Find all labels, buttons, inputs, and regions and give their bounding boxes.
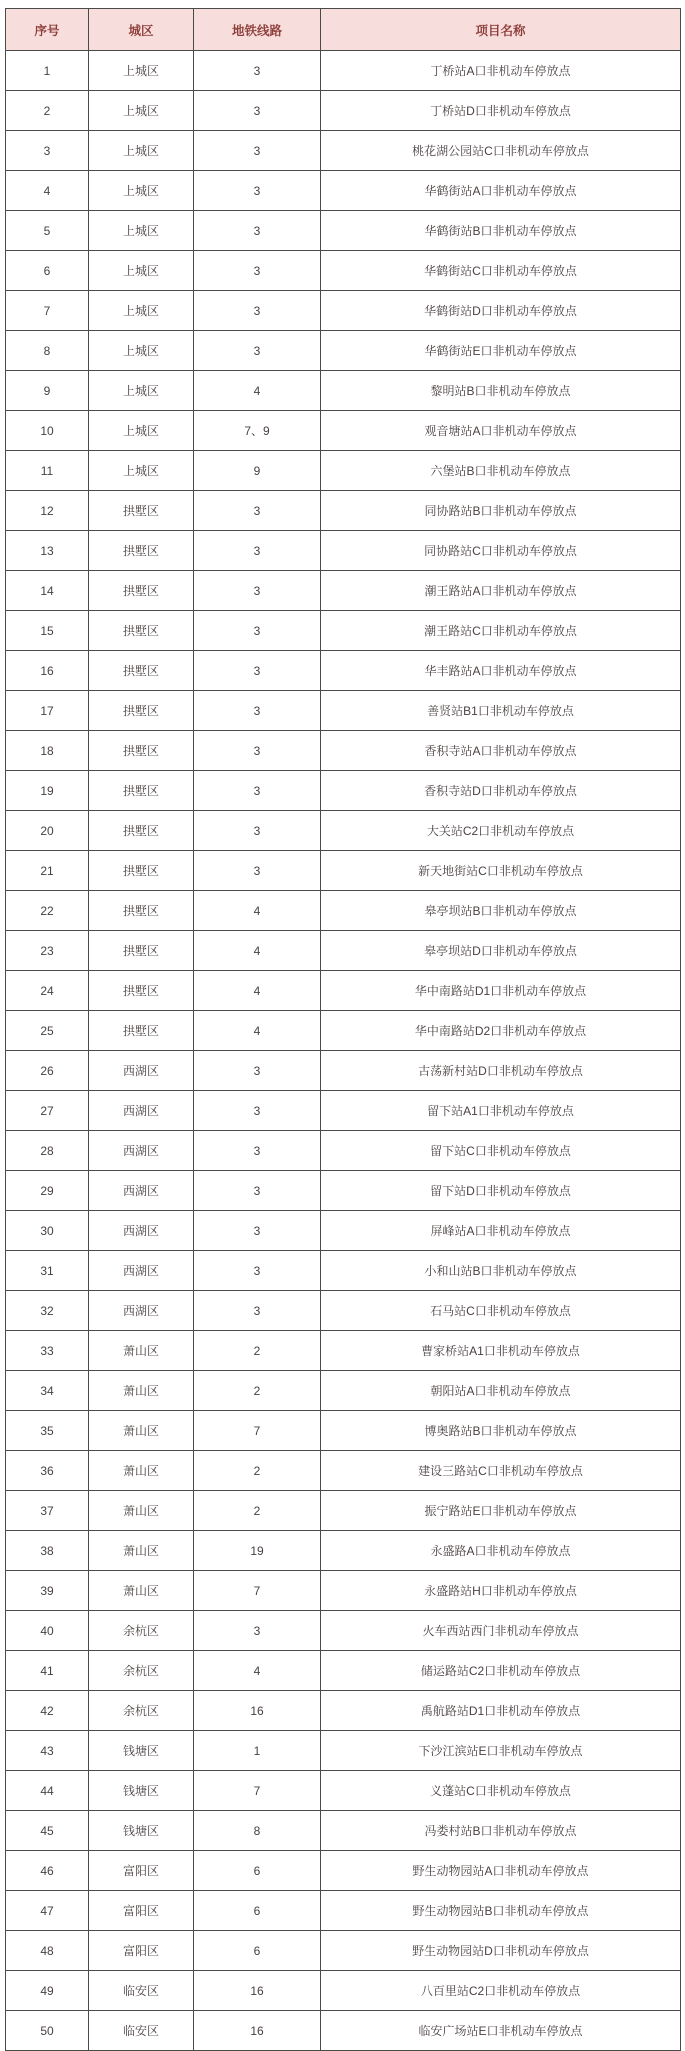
cell-seq: 17 bbox=[6, 691, 89, 731]
cell-project: 华鹤街站C口非机动车停放点 bbox=[321, 251, 681, 291]
cell-seq: 33 bbox=[6, 1331, 89, 1371]
cell-project: 黎明站B口非机动车停放点 bbox=[321, 371, 681, 411]
table-row bbox=[6, 411, 681, 451]
cell-line: 3 bbox=[194, 651, 321, 691]
cell-project: 六堡站B口非机动车停放点 bbox=[321, 451, 681, 491]
table-row bbox=[6, 131, 681, 171]
cell-line: 4 bbox=[194, 891, 321, 931]
cell-seq: 46 bbox=[6, 1851, 89, 1891]
cell-seq: 42 bbox=[6, 1691, 89, 1731]
cell-seq: 20 bbox=[6, 811, 89, 851]
cell-line: 16 bbox=[194, 1971, 321, 2011]
table-row bbox=[6, 971, 681, 1011]
col-header-project: 项目名称 bbox=[321, 9, 681, 51]
cell-district: 萧山区 bbox=[89, 1531, 194, 1571]
cell-district: 西湖区 bbox=[89, 1051, 194, 1091]
cell-district: 拱墅区 bbox=[89, 731, 194, 771]
table-row bbox=[6, 291, 681, 331]
table-row bbox=[6, 1771, 681, 1811]
table-row bbox=[6, 1251, 681, 1291]
cell-project: 观音塘站A口非机动车停放点 bbox=[321, 411, 681, 451]
table-row bbox=[6, 1331, 681, 1371]
table-row bbox=[6, 91, 681, 131]
cell-district: 西湖区 bbox=[89, 1211, 194, 1251]
cell-seq: 21 bbox=[6, 851, 89, 891]
table-row bbox=[6, 1811, 681, 1851]
cell-district: 临安区 bbox=[89, 1971, 194, 2011]
cell-project: 同协路站C口非机动车停放点 bbox=[321, 531, 681, 571]
cell-seq: 16 bbox=[6, 651, 89, 691]
cell-line: 3 bbox=[194, 771, 321, 811]
cell-district: 西湖区 bbox=[89, 1091, 194, 1131]
cell-district: 拱墅区 bbox=[89, 811, 194, 851]
cell-district: 拱墅区 bbox=[89, 771, 194, 811]
cell-project: 火车西站西门非机动车停放点 bbox=[321, 1611, 681, 1651]
cell-seq: 18 bbox=[6, 731, 89, 771]
cell-seq: 47 bbox=[6, 1891, 89, 1931]
cell-district: 余杭区 bbox=[89, 1691, 194, 1731]
cell-seq: 4 bbox=[6, 171, 89, 211]
cell-seq: 50 bbox=[6, 2011, 89, 2051]
table-row bbox=[6, 1491, 681, 1531]
cell-seq: 34 bbox=[6, 1371, 89, 1411]
cell-district: 萧山区 bbox=[89, 1371, 194, 1411]
cell-project: 冯娄村站B口非机动车停放点 bbox=[321, 1811, 681, 1851]
table-row bbox=[6, 491, 681, 531]
cell-seq: 11 bbox=[6, 451, 89, 491]
cell-district: 拱墅区 bbox=[89, 571, 194, 611]
cell-district: 上城区 bbox=[89, 51, 194, 91]
table-row bbox=[6, 1091, 681, 1131]
table-row bbox=[6, 211, 681, 251]
cell-seq: 25 bbox=[6, 1011, 89, 1051]
cell-line: 2 bbox=[194, 1371, 321, 1411]
table-body bbox=[6, 51, 681, 2051]
cell-line: 4 bbox=[194, 1651, 321, 1691]
cell-district: 余杭区 bbox=[89, 1611, 194, 1651]
cell-seq: 32 bbox=[6, 1291, 89, 1331]
cell-project: 大关站C2口非机动车停放点 bbox=[321, 811, 681, 851]
cell-line: 16 bbox=[194, 1691, 321, 1731]
cell-line: 3 bbox=[194, 491, 321, 531]
table-row bbox=[6, 1171, 681, 1211]
table-row bbox=[6, 1531, 681, 1571]
cell-seq: 35 bbox=[6, 1411, 89, 1451]
table-row bbox=[6, 2011, 681, 2051]
cell-project: 储运路站C2口非机动车停放点 bbox=[321, 1651, 681, 1691]
cell-line: 3 bbox=[194, 1131, 321, 1171]
cell-line: 3 bbox=[194, 1051, 321, 1091]
cell-seq: 27 bbox=[6, 1091, 89, 1131]
cell-project: 古荡新村站D口非机动车停放点 bbox=[321, 1051, 681, 1091]
cell-project: 留下站D口非机动车停放点 bbox=[321, 1171, 681, 1211]
cell-project: 丁桥站A口非机动车停放点 bbox=[321, 51, 681, 91]
col-header-seq: 序号 bbox=[6, 9, 89, 51]
cell-district: 萧山区 bbox=[89, 1491, 194, 1531]
cell-district: 上城区 bbox=[89, 331, 194, 371]
cell-project: 朝阳站A口非机动车停放点 bbox=[321, 1371, 681, 1411]
cell-district: 拱墅区 bbox=[89, 851, 194, 891]
cell-district: 拱墅区 bbox=[89, 971, 194, 1011]
table-row bbox=[6, 531, 681, 571]
cell-district: 富阳区 bbox=[89, 1851, 194, 1891]
cell-seq: 39 bbox=[6, 1571, 89, 1611]
cell-seq: 31 bbox=[6, 1251, 89, 1291]
metro-parking-table bbox=[5, 8, 681, 2051]
cell-project: 潮王路站A口非机动车停放点 bbox=[321, 571, 681, 611]
cell-project: 野生动物园站A口非机动车停放点 bbox=[321, 1851, 681, 1891]
cell-line: 7、9 bbox=[194, 411, 321, 451]
cell-project: 华中南路站D1口非机动车停放点 bbox=[321, 971, 681, 1011]
cell-district: 西湖区 bbox=[89, 1171, 194, 1211]
cell-seq: 24 bbox=[6, 971, 89, 1011]
cell-seq: 45 bbox=[6, 1811, 89, 1851]
table-row bbox=[6, 1051, 681, 1091]
cell-project: 留下站A1口非机动车停放点 bbox=[321, 1091, 681, 1131]
cell-seq: 30 bbox=[6, 1211, 89, 1251]
cell-line: 1 bbox=[194, 1731, 321, 1771]
cell-line: 3 bbox=[194, 731, 321, 771]
cell-project: 博奥路站B口非机动车停放点 bbox=[321, 1411, 681, 1451]
cell-line: 3 bbox=[194, 51, 321, 91]
cell-district: 拱墅区 bbox=[89, 1011, 194, 1051]
cell-project: 永盛路站H口非机动车停放点 bbox=[321, 1571, 681, 1611]
cell-seq: 28 bbox=[6, 1131, 89, 1171]
cell-line: 3 bbox=[194, 531, 321, 571]
cell-seq: 7 bbox=[6, 291, 89, 331]
cell-seq: 49 bbox=[6, 1971, 89, 2011]
cell-district: 西湖区 bbox=[89, 1131, 194, 1171]
cell-line: 7 bbox=[194, 1571, 321, 1611]
table-row bbox=[6, 1411, 681, 1451]
table-row bbox=[6, 1211, 681, 1251]
cell-seq: 40 bbox=[6, 1611, 89, 1651]
cell-district: 拱墅区 bbox=[89, 931, 194, 971]
table-row bbox=[6, 651, 681, 691]
table-row bbox=[6, 1891, 681, 1931]
cell-line: 8 bbox=[194, 1811, 321, 1851]
cell-project: 丁桥站D口非机动车停放点 bbox=[321, 91, 681, 131]
cell-seq: 14 bbox=[6, 571, 89, 611]
cell-district: 上城区 bbox=[89, 131, 194, 171]
cell-project: 华丰路站A口非机动车停放点 bbox=[321, 651, 681, 691]
cell-seq: 15 bbox=[6, 611, 89, 651]
table-row bbox=[6, 731, 681, 771]
cell-line: 2 bbox=[194, 1451, 321, 1491]
cell-seq: 19 bbox=[6, 771, 89, 811]
cell-project: 华鹤街站B口非机动车停放点 bbox=[321, 211, 681, 251]
table-row bbox=[6, 1371, 681, 1411]
table-row bbox=[6, 1851, 681, 1891]
cell-district: 西湖区 bbox=[89, 1251, 194, 1291]
cell-seq: 1 bbox=[6, 51, 89, 91]
cell-line: 6 bbox=[194, 1851, 321, 1891]
cell-project: 义蓬站C口非机动车停放点 bbox=[321, 1771, 681, 1811]
table-row bbox=[6, 1011, 681, 1051]
cell-project: 禹航路站D1口非机动车停放点 bbox=[321, 1691, 681, 1731]
cell-project: 华中南路站D2口非机动车停放点 bbox=[321, 1011, 681, 1051]
cell-district: 上城区 bbox=[89, 291, 194, 331]
cell-project: 八百里站C2口非机动车停放点 bbox=[321, 1971, 681, 2011]
cell-district: 钱塘区 bbox=[89, 1771, 194, 1811]
cell-district: 上城区 bbox=[89, 451, 194, 491]
cell-project: 石马站C口非机动车停放点 bbox=[321, 1291, 681, 1331]
cell-line: 7 bbox=[194, 1771, 321, 1811]
table-row bbox=[6, 1731, 681, 1771]
cell-project: 香积寺站A口非机动车停放点 bbox=[321, 731, 681, 771]
cell-line: 3 bbox=[194, 811, 321, 851]
cell-seq: 41 bbox=[6, 1651, 89, 1691]
cell-project: 留下站C口非机动车停放点 bbox=[321, 1131, 681, 1171]
cell-seq: 12 bbox=[6, 491, 89, 531]
cell-line: 3 bbox=[194, 571, 321, 611]
cell-line: 3 bbox=[194, 131, 321, 171]
cell-district: 拱墅区 bbox=[89, 611, 194, 651]
cell-seq: 38 bbox=[6, 1531, 89, 1571]
col-header-district: 城区 bbox=[89, 9, 194, 51]
table-row bbox=[6, 811, 681, 851]
cell-line: 3 bbox=[194, 1171, 321, 1211]
table-row bbox=[6, 891, 681, 931]
table-row bbox=[6, 851, 681, 891]
cell-seq: 29 bbox=[6, 1171, 89, 1211]
cell-line: 3 bbox=[194, 851, 321, 891]
cell-district: 钱塘区 bbox=[89, 1731, 194, 1771]
table-row bbox=[6, 1971, 681, 2011]
cell-line: 2 bbox=[194, 1491, 321, 1531]
cell-project: 潮王路站C口非机动车停放点 bbox=[321, 611, 681, 651]
cell-line: 3 bbox=[194, 211, 321, 251]
table-row bbox=[6, 691, 681, 731]
cell-project: 屏峰站A口非机动车停放点 bbox=[321, 1211, 681, 1251]
cell-district: 拱墅区 bbox=[89, 891, 194, 931]
cell-project: 香积寺站D口非机动车停放点 bbox=[321, 771, 681, 811]
cell-line: 3 bbox=[194, 1611, 321, 1651]
cell-district: 上城区 bbox=[89, 251, 194, 291]
cell-line: 4 bbox=[194, 371, 321, 411]
cell-district: 上城区 bbox=[89, 171, 194, 211]
table-row bbox=[6, 1131, 681, 1171]
cell-project: 皋亭坝站B口非机动车停放点 bbox=[321, 891, 681, 931]
cell-district: 上城区 bbox=[89, 91, 194, 131]
cell-district: 余杭区 bbox=[89, 1651, 194, 1691]
cell-line: 7 bbox=[194, 1411, 321, 1451]
cell-project: 曹家桥站A1口非机动车停放点 bbox=[321, 1331, 681, 1371]
cell-line: 6 bbox=[194, 1931, 321, 1971]
cell-line: 4 bbox=[194, 931, 321, 971]
cell-project: 建设三路站C口非机动车停放点 bbox=[321, 1451, 681, 1491]
cell-line: 2 bbox=[194, 1331, 321, 1371]
cell-district: 西湖区 bbox=[89, 1291, 194, 1331]
cell-seq: 37 bbox=[6, 1491, 89, 1531]
cell-seq: 9 bbox=[6, 371, 89, 411]
cell-line: 4 bbox=[194, 971, 321, 1011]
cell-line: 3 bbox=[194, 1211, 321, 1251]
cell-line: 16 bbox=[194, 2011, 321, 2051]
cell-seq: 10 bbox=[6, 411, 89, 451]
cell-line: 19 bbox=[194, 1531, 321, 1571]
cell-district: 萧山区 bbox=[89, 1451, 194, 1491]
table-row bbox=[6, 331, 681, 371]
cell-district: 萧山区 bbox=[89, 1331, 194, 1371]
table-row bbox=[6, 251, 681, 291]
table-row bbox=[6, 1611, 681, 1651]
cell-district: 钱塘区 bbox=[89, 1811, 194, 1851]
cell-district: 上城区 bbox=[89, 411, 194, 451]
cell-project: 皋亭坝站D口非机动车停放点 bbox=[321, 931, 681, 971]
cell-seq: 36 bbox=[6, 1451, 89, 1491]
cell-seq: 8 bbox=[6, 331, 89, 371]
cell-line: 4 bbox=[194, 1011, 321, 1051]
table-row bbox=[6, 1691, 681, 1731]
cell-seq: 26 bbox=[6, 1051, 89, 1091]
cell-line: 3 bbox=[194, 251, 321, 291]
cell-project: 野生动物园站B口非机动车停放点 bbox=[321, 1891, 681, 1931]
cell-seq: 13 bbox=[6, 531, 89, 571]
cell-district: 上城区 bbox=[89, 371, 194, 411]
cell-seq: 48 bbox=[6, 1931, 89, 1971]
header-row bbox=[6, 9, 681, 51]
table-row bbox=[6, 771, 681, 811]
cell-seq: 22 bbox=[6, 891, 89, 931]
cell-project: 善贤站B1口非机动车停放点 bbox=[321, 691, 681, 731]
table-row bbox=[6, 51, 681, 91]
table-row bbox=[6, 1651, 681, 1691]
cell-line: 3 bbox=[194, 1291, 321, 1331]
cell-district: 富阳区 bbox=[89, 1891, 194, 1931]
cell-project: 振宁路站E口非机动车停放点 bbox=[321, 1491, 681, 1531]
cell-district: 萧山区 bbox=[89, 1411, 194, 1451]
cell-seq: 3 bbox=[6, 131, 89, 171]
cell-project: 桃花湖公园站C口非机动车停放点 bbox=[321, 131, 681, 171]
cell-seq: 43 bbox=[6, 1731, 89, 1771]
cell-seq: 44 bbox=[6, 1771, 89, 1811]
table-row bbox=[6, 451, 681, 491]
table-row bbox=[6, 171, 681, 211]
cell-project: 下沙江滨站E口非机动车停放点 bbox=[321, 1731, 681, 1771]
cell-seq: 6 bbox=[6, 251, 89, 291]
cell-seq: 23 bbox=[6, 931, 89, 971]
cell-project: 华鹤街站A口非机动车停放点 bbox=[321, 171, 681, 211]
cell-district: 拱墅区 bbox=[89, 651, 194, 691]
cell-district: 拱墅区 bbox=[89, 491, 194, 531]
cell-project: 华鹤街站D口非机动车停放点 bbox=[321, 291, 681, 331]
cell-district: 临安区 bbox=[89, 2011, 194, 2051]
cell-project: 同协路站B口非机动车停放点 bbox=[321, 491, 681, 531]
table-row bbox=[6, 1571, 681, 1611]
cell-line: 3 bbox=[194, 91, 321, 131]
cell-district: 拱墅区 bbox=[89, 531, 194, 571]
table-row bbox=[6, 1291, 681, 1331]
cell-district: 上城区 bbox=[89, 211, 194, 251]
cell-project: 新天地街站C口非机动车停放点 bbox=[321, 851, 681, 891]
cell-line: 3 bbox=[194, 331, 321, 371]
table-row bbox=[6, 371, 681, 411]
cell-project: 华鹤街站E口非机动车停放点 bbox=[321, 331, 681, 371]
cell-project: 永盛路A口非机动车停放点 bbox=[321, 1531, 681, 1571]
cell-district: 富阳区 bbox=[89, 1931, 194, 1971]
cell-line: 3 bbox=[194, 1251, 321, 1291]
cell-line: 3 bbox=[194, 691, 321, 731]
cell-line: 9 bbox=[194, 451, 321, 491]
col-header-line: 地铁线路 bbox=[194, 9, 321, 51]
cell-line: 3 bbox=[194, 291, 321, 331]
cell-district: 拱墅区 bbox=[89, 691, 194, 731]
cell-line: 3 bbox=[194, 1091, 321, 1131]
cell-project: 野生动物园站D口非机动车停放点 bbox=[321, 1931, 681, 1971]
table-row bbox=[6, 571, 681, 611]
cell-line: 6 bbox=[194, 1891, 321, 1931]
table-row bbox=[6, 1931, 681, 1971]
cell-seq: 5 bbox=[6, 211, 89, 251]
cell-line: 3 bbox=[194, 171, 321, 211]
cell-seq: 2 bbox=[6, 91, 89, 131]
table-row bbox=[6, 1451, 681, 1491]
cell-project: 临安广场站E口非机动车停放点 bbox=[321, 2011, 681, 2051]
cell-district: 萧山区 bbox=[89, 1571, 194, 1611]
cell-line: 3 bbox=[194, 611, 321, 651]
table-row bbox=[6, 611, 681, 651]
cell-project: 小和山站B口非机动车停放点 bbox=[321, 1251, 681, 1291]
table-row bbox=[6, 931, 681, 971]
